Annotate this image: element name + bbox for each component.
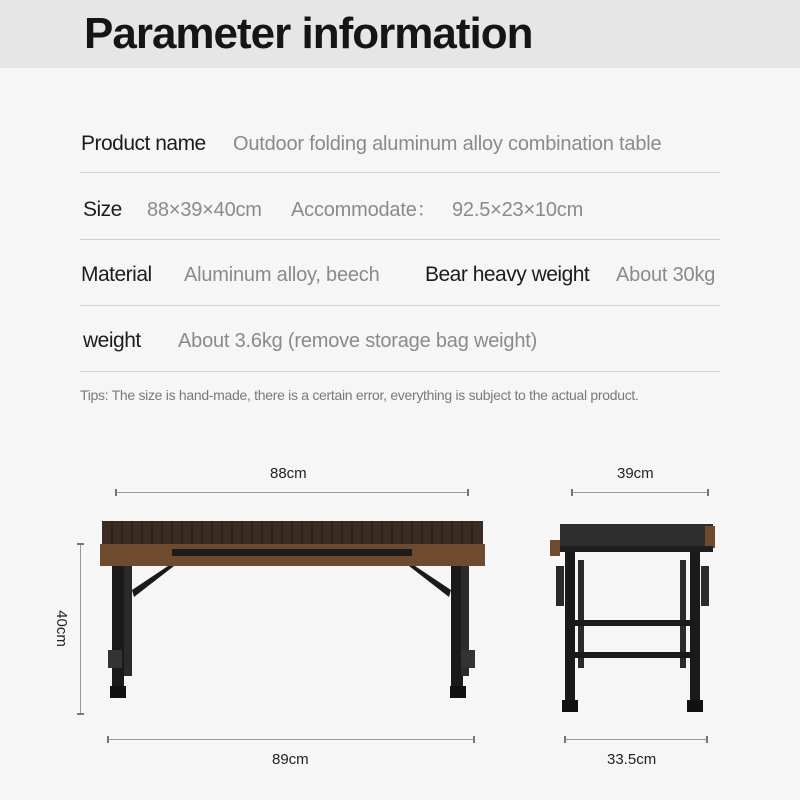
bear-weight-label: Bear heavy weight: [425, 263, 590, 286]
accommodate-label: Accommodate：: [291, 199, 437, 221]
bear-weight-value: About 30kg: [616, 264, 716, 286]
size-value: 88×39×40cm: [147, 199, 262, 221]
front-width-bottom-label: 89cm: [272, 751, 309, 768]
page-title: Parameter information: [84, 9, 533, 58]
product-name-label: Product name: [81, 132, 206, 155]
side-view-table: [550, 524, 715, 712]
weight-value: About 3.6kg (remove storage bag weight): [178, 330, 538, 352]
front-width-top-label: 88cm: [270, 465, 307, 482]
material-value: Aluminum alloy, beech: [184, 264, 380, 286]
weight-label: weight: [83, 329, 141, 352]
front-storage-bar: [172, 549, 412, 556]
side-width-top-label: 39cm: [617, 465, 654, 482]
side-tabletop: [560, 524, 713, 546]
front-view-table: [100, 521, 485, 698]
accommodate-value: 92.5×23×10cm: [452, 199, 584, 221]
height-label: 40cm: [52, 610, 70, 647]
tips-note: Tips: The size is hand-made, there is a certain error, everything is subject to the actual product.: [80, 387, 639, 403]
side-width-bottom-label: 33.5cm: [607, 751, 657, 768]
material-label: Material: [81, 263, 152, 286]
product-name-value: Outdoor folding aluminum alloy combination table: [233, 133, 662, 155]
size-label: Size: [83, 198, 122, 221]
